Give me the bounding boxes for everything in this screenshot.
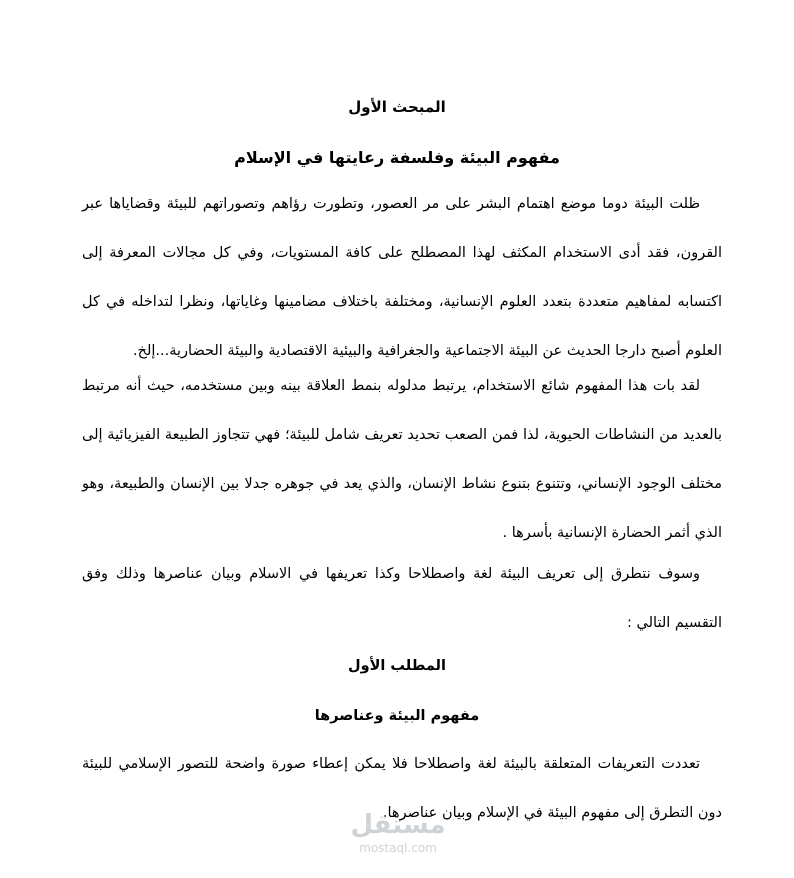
paragraph-plan: وسوف نتطرق إلى تعريف البيئة لغة واصطلاحا وكذا تعريفها في الاسلام وبيان عناصرها وذلك وفق التقسيم التالي : [82,566,722,631]
paragraph-concept: لقد بات هذا المفهوم شائع الاستخدام، يرتبط مدلوله بنمط العلاقة بينه وبين مستخدمه، حيث أنه مرتبط بالعديد من النشاطات الحيوية، لذا فمن الصعب تحديد تعريف شامل للبيئة؛ فهي تتجاوز الطبيعة الفيزيائية إلى مختلف الوجود الإنساني، وتتنوع بتنوع نشاط الإنسان، والذي يعد في جوهره جدلا بين الإنسان والطبيعة، وهو الذي أثمر الحضارة الإنسانية بأسرها . [82,378,722,541]
watermark-logo [348,810,448,866]
chapter-title: مفهوم البيئة وفلسفة رعايتها في الإسلام [234,148,560,167]
watermark-logo-text: مستقل [350,810,446,840]
requirement-heading: المطلب الأول [348,658,446,674]
paragraph-intro: ظلت البيئة دوما موضع اهتمام البشر على مر العصور، وتطورت رؤاهم وتصوراتهم للبيئة وقضاياها عبر القرون، فقد أدى الاستخدام المكثف لهذا المصطلح على كافة المستويات، وفي كل مجالات المعرفة إلى اكتسابه لمفاهيم متعددة بتعدد العلوم الإنسانية، ومختلفة باختلاف مضامينها وغاياتها، ونظرا لتداخله في كل العلوم أصبح دارجا الحديث عن البيئة الاجتماعية والجغرافية والبيئية الاقتصادية والبيئة الحضارية...إلخ. [82,196,722,359]
subsection-title: مفهوم البيئة وعناصرها [314,708,480,724]
paragraph-definitions: تعددت التعريفات المتعلقة بالبيئة لغة واصطلاحا فلا يمكن إعطاء صورة واضحة للتصور الإسلامي للبيئة دون التطرق إلى مفهوم البيئة في الإسلام وبيان عناصرها. [82,756,722,821]
watermark-domain: mostaql.com [359,841,437,855]
section-heading: المبحث الأول [348,98,446,116]
